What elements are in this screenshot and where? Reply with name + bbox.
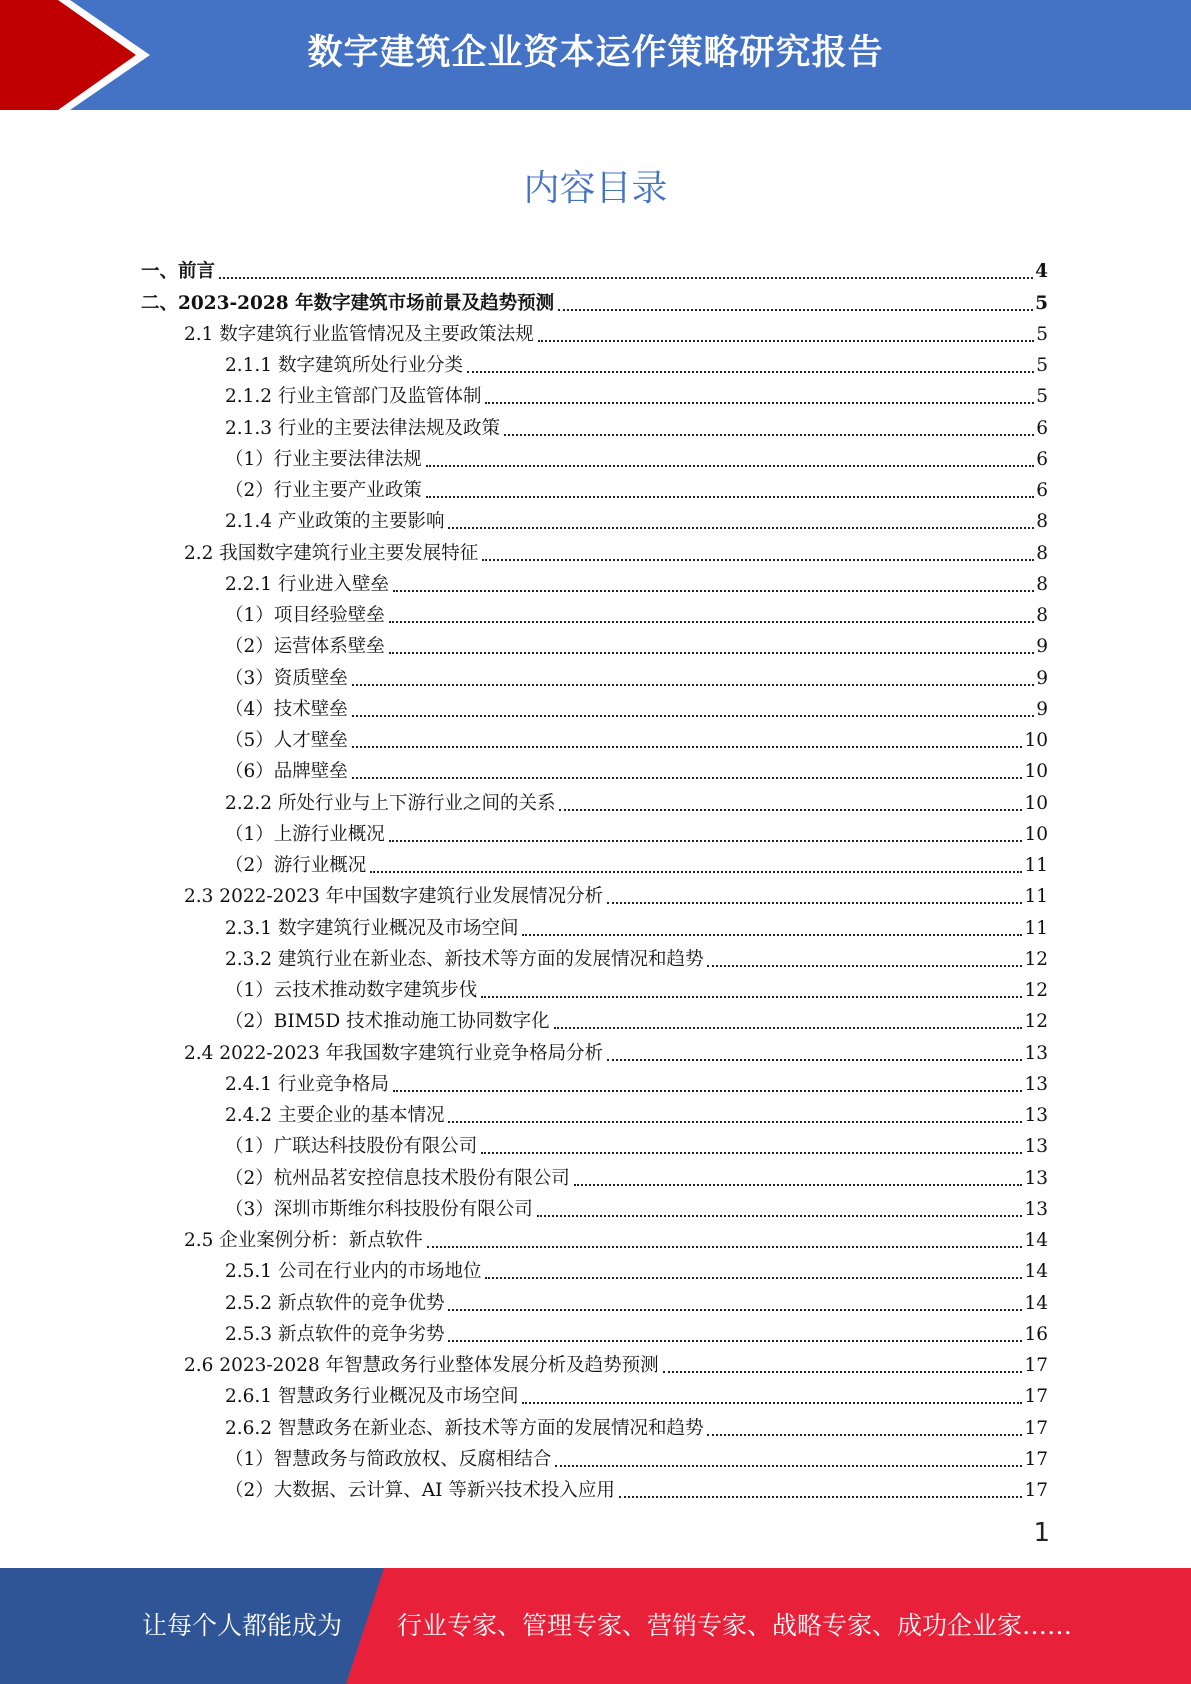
- toc-entry-page: 16: [1024, 1323, 1048, 1345]
- dot-leader: [448, 1338, 1022, 1342]
- toc-entry[interactable]: [141, 1004, 1048, 1035]
- toc-entry-label: 2.4.2 主要企业的基本情况: [225, 1105, 445, 1126]
- page-footer: [0, 1568, 1191, 1684]
- dot-leader: [219, 275, 1033, 279]
- toc-entry-label: （4）技术壁垒: [225, 698, 348, 720]
- toc-entry-label: 2.5.2 新点软件的竞争优势: [225, 1292, 445, 1314]
- toc-entry[interactable]: [141, 1348, 1048, 1379]
- toc-entry[interactable]: [141, 535, 1048, 566]
- toc-entry-page: 13: [1024, 1136, 1048, 1158]
- toc-entry-label: 2.6.1 智慧政务行业概况及市场空间: [225, 1386, 519, 1408]
- toc-entry-label: 2.4.1 行业竞争格局: [225, 1073, 389, 1095]
- toc-entry-label: 2.2.2 所处行业与上下游行业之间的关系: [225, 792, 556, 814]
- toc-entry[interactable]: [141, 504, 1048, 535]
- toc-entry[interactable]: [141, 848, 1048, 879]
- toc-entry[interactable]: [141, 817, 1048, 848]
- toc-entry[interactable]: [141, 1192, 1048, 1223]
- toc-entry-page: 11: [1024, 886, 1048, 908]
- toc-entry[interactable]: [141, 723, 1048, 754]
- toc-entry-page: 6: [1036, 448, 1048, 470]
- dot-leader: [522, 1400, 1022, 1404]
- toc-entry[interactable]: [141, 1379, 1048, 1410]
- footer-slogan-left: 让每个人都能成为: [142, 1611, 343, 1640]
- dot-leader: [481, 1150, 1022, 1154]
- dot-leader: [707, 1432, 1022, 1436]
- dot-leader: [389, 838, 1023, 842]
- dot-leader: [663, 1369, 1023, 1373]
- page-number: 1: [1033, 1518, 1050, 1548]
- toc-entry-page: 13: [1024, 1042, 1048, 1064]
- toc-entry-page: 13: [1024, 1073, 1048, 1095]
- toc-entry-page: 14: [1024, 1292, 1048, 1314]
- toc-entry-page: 6: [1036, 480, 1048, 501]
- toc-entry[interactable]: [141, 754, 1048, 785]
- dot-leader: [485, 400, 1034, 404]
- dot-leader: [504, 432, 1034, 436]
- toc-entry[interactable]: [141, 317, 1048, 348]
- toc-entry-label: （2）BIM5D 技术推动施工协同数字化: [225, 1011, 550, 1033]
- toc-entry-label: 一、前言: [141, 261, 216, 283]
- toc-entry-page: 10: [1024, 730, 1048, 751]
- toc-entry-page: 5: [1035, 292, 1048, 314]
- toc-entry[interactable]: [141, 379, 1048, 410]
- toc-entry-label: 二、2023-2028 年数字建筑市场前景及趋势预测: [141, 292, 555, 314]
- toc-heading: 内容目录: [523, 168, 668, 209]
- toc-entry-label: （1）云技术推动数字建筑步伐: [225, 980, 478, 1001]
- toc-entry-label: 2.4 2022-2023 年我国数字建筑行业竞争格局分析: [184, 1042, 604, 1064]
- toc-entry[interactable]: [141, 973, 1048, 1004]
- toc-entry-label: 2.1.4 产业政策的主要影响: [225, 511, 445, 533]
- dot-leader: [352, 744, 1023, 748]
- toc-entry-page: 9: [1036, 636, 1048, 658]
- toc-entry-page: 17: [1024, 1417, 1048, 1439]
- toc-entry-page: 10: [1024, 792, 1048, 814]
- toc-entry-label: 2.3 2022-2023 年中国数字建筑行业发展情况分析: [184, 886, 604, 908]
- toc-entry-page: 11: [1024, 855, 1048, 876]
- dot-leader: [389, 619, 1034, 623]
- toc-entry-page: 17: [1024, 1386, 1048, 1408]
- toc-entry-page: 5: [1036, 323, 1048, 345]
- toc-entry-label: 2.2 我国数字建筑行业主要发展特征: [184, 542, 479, 564]
- toc-entry-label: 2.5.3 新点软件的竞争劣势: [225, 1323, 445, 1345]
- dot-leader: [393, 588, 1034, 592]
- footer-slogan-right: 行业专家、管理专家、营销专家、战略专家、成功企业家……: [397, 1611, 1073, 1640]
- toc-entry[interactable]: [141, 1317, 1048, 1348]
- toc-entry[interactable]: [141, 1160, 1048, 1191]
- toc-entry-label: （2）运营体系壁垒: [225, 636, 385, 658]
- dot-leader: [538, 338, 1034, 342]
- toc-entry-label: 2.1.3 行业的主要法律法规及政策: [225, 417, 500, 439]
- toc-entry-label: （1）广联达科技股份有限公司: [225, 1136, 478, 1158]
- toc-entry-label: 2.6 2023-2028 年智慧政务行业整体发展分析及趋势预测: [184, 1355, 659, 1376]
- toc-entry-page: 14: [1024, 1230, 1048, 1251]
- dot-leader: [393, 1088, 1022, 1092]
- dot-leader: [707, 963, 1022, 967]
- toc-entry[interactable]: [141, 910, 1048, 941]
- dot-leader: [352, 713, 1034, 717]
- dot-leader: [619, 1494, 1023, 1498]
- toc-entry-page: 5: [1036, 386, 1048, 408]
- toc-entry-page: 12: [1024, 1011, 1048, 1033]
- toc-entry-page: 10: [1024, 823, 1048, 845]
- toc-entry-label: （1）智慧政务与简政放权、反腐相结合: [225, 1448, 552, 1470]
- toc-entry[interactable]: [141, 473, 1048, 504]
- toc-entry[interactable]: [141, 629, 1048, 660]
- toc-entry[interactable]: [141, 879, 1048, 910]
- toc-entry-label: （1）项目经验壁垒: [225, 605, 385, 626]
- dot-leader: [522, 932, 1022, 936]
- toc-entry[interactable]: [141, 1410, 1048, 1441]
- toc-entry-page: 4: [1035, 261, 1048, 283]
- dot-leader: [467, 369, 1034, 373]
- dot-leader: [448, 1307, 1022, 1311]
- toc-entry[interactable]: [141, 598, 1048, 629]
- toc-entry-label: （2）游行业概况: [225, 855, 367, 876]
- dot-leader: [485, 1275, 1022, 1279]
- dot-leader: [559, 807, 1022, 811]
- toc-entry-label: （2）行业主要产业政策: [225, 480, 422, 501]
- toc-entry-page: 8: [1036, 511, 1048, 533]
- dot-leader: [607, 1057, 1022, 1061]
- toc-entry-page: 5: [1036, 355, 1048, 376]
- toc-entry[interactable]: [141, 1035, 1048, 1066]
- toc-entry[interactable]: [141, 785, 1048, 816]
- toc-entry-page: 12: [1024, 948, 1048, 970]
- dot-leader: [537, 1213, 1023, 1217]
- toc-entry-label: （2）大数据、云计算、AI 等新兴技术投入应用: [225, 1480, 615, 1501]
- toc-entry-label: （1）行业主要法律法规: [225, 448, 422, 470]
- toc-entry-label: 2.1.1 数字建筑所处行业分类: [225, 355, 463, 376]
- toc-entry-label: （5）人才壁垒: [225, 730, 348, 751]
- toc-entry-page: 11: [1024, 917, 1048, 939]
- report-title: 数字建筑企业资本运作策略研究报告: [307, 33, 884, 73]
- toc-entry-page: 17: [1024, 1480, 1048, 1501]
- dot-leader: [448, 525, 1034, 529]
- toc-entry-page: 17: [1024, 1355, 1048, 1376]
- dot-leader: [352, 775, 1023, 779]
- toc-entry-label: 2.5.1 公司在行业内的市场地位: [225, 1261, 482, 1283]
- dot-leader: [448, 1119, 1022, 1123]
- toc-entry-label: （3）资质壁垒: [225, 667, 348, 689]
- dot-leader: [607, 900, 1022, 904]
- toc-entry-label: （1）上游行业概况: [225, 823, 385, 845]
- dot-leader: [481, 994, 1022, 998]
- toc-entry-page: 17: [1024, 1448, 1048, 1470]
- dot-leader: [482, 557, 1034, 561]
- toc-entry-page: 9: [1036, 698, 1048, 720]
- toc-entry[interactable]: [141, 1254, 1048, 1285]
- dot-leader: [555, 1463, 1022, 1467]
- dot-leader: [554, 1025, 1023, 1029]
- toc-entry-label: 2.1 数字建筑行业监管情况及主要政策法规: [184, 323, 534, 345]
- toc-entry-page: 14: [1024, 1261, 1048, 1283]
- toc-entry[interactable]: [141, 567, 1048, 598]
- toc-entry-page: 8: [1036, 542, 1048, 564]
- toc-entry-label: 2.1.2 行业主管部门及监管体制: [225, 386, 482, 408]
- dot-leader: [389, 650, 1034, 654]
- toc-entry[interactable]: [141, 1098, 1048, 1129]
- toc-entry-page: 12: [1024, 980, 1048, 1001]
- toc-entry-label: （3）深圳市斯维尔科技股份有限公司: [225, 1198, 533, 1220]
- toc-entry-label: 2.5 企业案例分析：新点软件: [184, 1230, 423, 1251]
- dot-leader: [574, 1182, 1023, 1186]
- table-of-contents: [141, 254, 1048, 1504]
- toc-entry[interactable]: [141, 285, 1048, 316]
- toc-entry-page: 10: [1024, 761, 1048, 783]
- toc-entry[interactable]: [141, 442, 1048, 473]
- dot-leader: [427, 1244, 1023, 1248]
- dot-leader: [558, 307, 1033, 311]
- dot-leader: [426, 463, 1034, 467]
- dot-leader: [352, 682, 1034, 686]
- toc-entry[interactable]: [141, 1442, 1048, 1473]
- dot-leader: [426, 494, 1034, 498]
- toc-entry[interactable]: [141, 1129, 1048, 1160]
- toc-entry-label: （6）品牌壁垒: [225, 761, 348, 783]
- toc-entry[interactable]: [141, 1285, 1048, 1316]
- toc-entry-page: 9: [1036, 667, 1048, 689]
- dot-leader: [370, 869, 1022, 873]
- toc-entry[interactable]: [141, 692, 1048, 723]
- toc-entry-page: 13: [1024, 1167, 1048, 1189]
- toc-entry[interactable]: [141, 660, 1048, 691]
- toc-entry-label: 2.3.1 数字建筑行业概况及市场空间: [225, 917, 519, 939]
- toc-entry[interactable]: [141, 1067, 1048, 1098]
- toc-entry[interactable]: [141, 410, 1048, 441]
- toc-entry[interactable]: [141, 1473, 1048, 1504]
- toc-entry[interactable]: [141, 1223, 1048, 1254]
- toc-entry[interactable]: [141, 942, 1048, 973]
- page-header: [0, 0, 1191, 110]
- toc-entry-label: 2.3.2 建筑行业在新业态、新技术等方面的发展情况和趋势: [225, 948, 704, 970]
- toc-entry[interactable]: [141, 254, 1048, 285]
- toc-entry-page: 8: [1036, 605, 1048, 626]
- toc-entry-label: 2.6.2 智慧政务在新业态、新技术等方面的发展情况和趋势: [225, 1417, 704, 1439]
- toc-entry-page: 13: [1024, 1105, 1048, 1126]
- toc-entry-page: 8: [1036, 573, 1048, 595]
- toc-entry-label: （2）杭州品茗安控信息技术股份有限公司: [225, 1167, 570, 1189]
- toc-entry-label: 2.2.1 行业进入壁垒: [225, 573, 389, 595]
- toc-entry-page: 6: [1036, 417, 1048, 439]
- toc-entry[interactable]: [141, 348, 1048, 379]
- toc-entry-page: 13: [1024, 1198, 1048, 1220]
